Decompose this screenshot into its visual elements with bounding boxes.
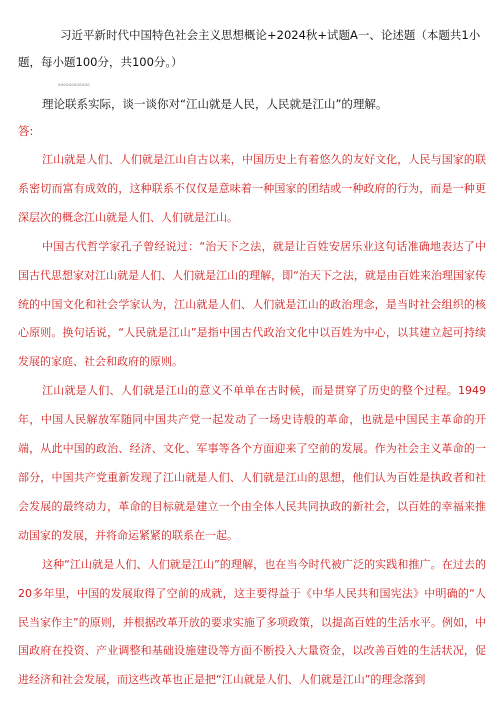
exam-title: 习近平新时代中国特色社会主义思想概论+2024秋+试题A一、论述题（本题共1小题，每小题100分，共100分。）: [18, 28, 481, 69]
question-text: 理论联系实际，谈一谈你对“江山就是人民，人民就是江山”的理解。: [42, 97, 388, 111]
answer-paragraph-2: 中国古代哲学家孔子曾经说过：“治天下之法，就是让百姓安居乐业这句话准确地表达了中国古代思想家对江山就是人们、人们就是江山的理解，即“治天下之法，就是由百姓来治理国家传统的中国文化和社会学家认为，江山就是人们、人们就是江山的政治理念，是当时社会组织的核心原则。换句话说，“人民就是江山”是指中国古代政治文化中以百姓为中心，以其建立起可持续发展的家庭、社会和政府的原则。: [18, 239, 486, 369]
answer-paragraph-4: 这种“江山就是人们、人们就是江山”的理解，也在当今时代被广泛的实践和推广。在过去的20多年里，中国的发展取得了空前的成就，这主要得益于《中华人民共和国宪法》中明确的“人民当家作主”的原则，并根据改革开放的要求实施了多项政策，以提高百姓的生活水平。例如，中国政府在投资、产业调整和基础设施建设等方面不断投入大量资金，以改善百姓的生活状况，促进经济和社会发展，而这些改革也正是把“江山就是人们、人们就是江山”的理念落到: [18, 557, 486, 687]
answer-body: [18, 146, 486, 695]
answer-paragraph-3: 江山就是人们、人们就是江山的意义不单单在古时候，而是贯穿了历史的整个过程。1949年，中国人民解放军随同中国共产党一起发动了一场史诗般的革命，也就是中国民主革命的开端，从此中国的政治、经济、文化、军事等各个方面迎来了空前的发展。作为社会主义革命的一部分，中国共产党重新发现了江山就是人们、人们就是江山的思想，他们认为百姓是执政者和社会发展的最终动力，革命的目标就是建立一个由全体人民共同执政的新社会，以百姓的幸福来推动国家的发展，并将命运紧紧的联系在一起。: [18, 384, 486, 542]
answer-paragraph-1: 江山就是人们、人们就是江山自古以来，中国历史上有着悠久的友好文化，人民与国家的联系密切而富有成效的，这种联系不仅仅是意味着一种国家的团结或一种政府的行为，而是一种更深层次的概念江山就是人们、人们就是江山。: [18, 153, 486, 224]
small-note: oooooooooooo: [58, 82, 90, 87]
answer-label: 答:: [18, 124, 34, 138]
